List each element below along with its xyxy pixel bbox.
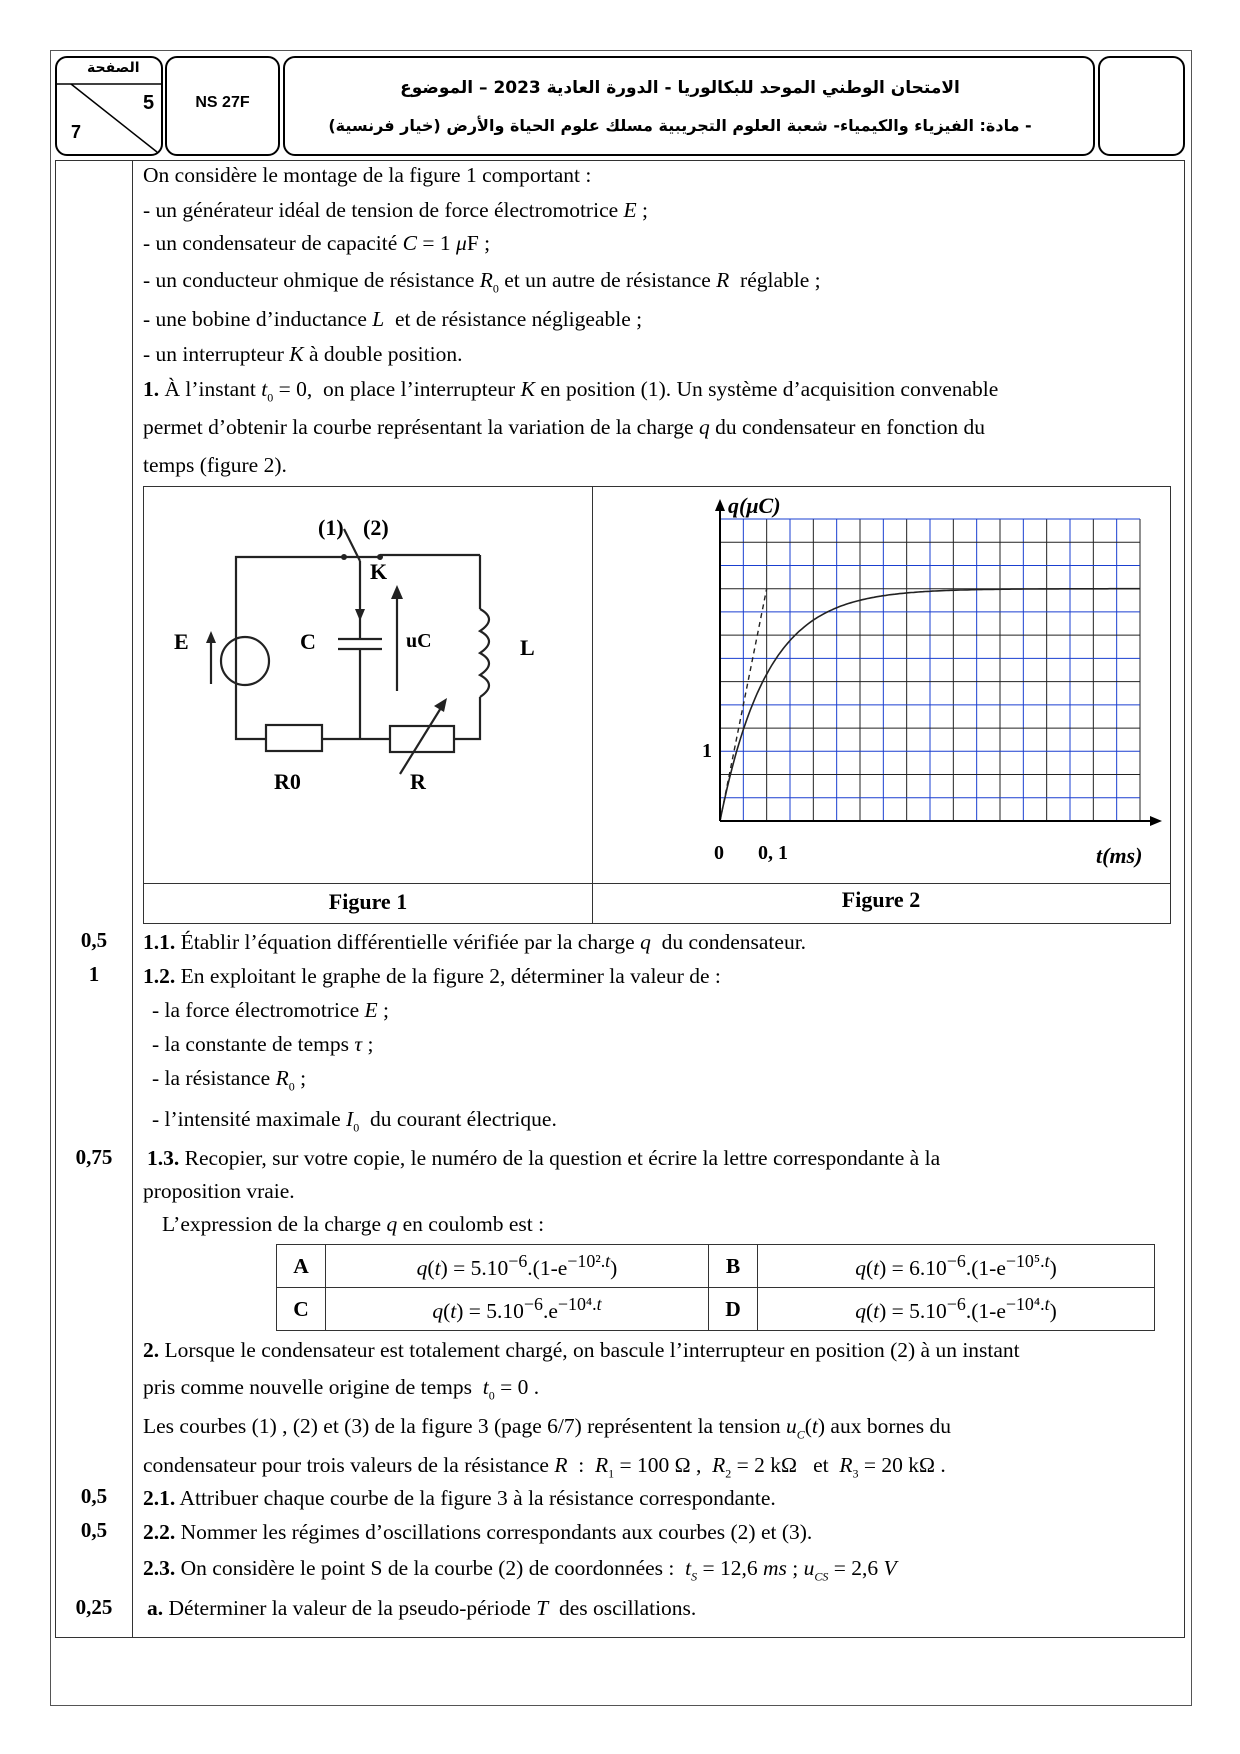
question-2-line-4: condensateur pour trois valeurs de la résistance R : $R_1 = 100$ Ω , $R_2 = 2$ kΩ et $R_3 = 20$ kΩ . <box>143 1453 946 1481</box>
option-c-letter: C <box>277 1288 326 1331</box>
figure-2-chart <box>596 489 1168 881</box>
question-1-line-2: permet d’obtenir la courbe représentant la variation de la charge q du condensateur en fonction du <box>143 415 985 439</box>
label-pos2: (2) <box>363 515 389 540</box>
intro-line-1: - un générateur idéal de tension de force électromotrice E ; <box>143 198 649 222</box>
mark-2-1: 0,5 <box>80 1484 108 1508</box>
question-1-line-3: temps (figure 2). <box>143 453 287 477</box>
option-a-formula: $q(t) = 5.10^{-6}.(1-e^{-10^2.t})$ <box>326 1245 709 1288</box>
question-2-3-a: a. Déterminer la valeur de la pseudo-période T des oscillations. <box>147 1596 697 1620</box>
label-R: R <box>410 769 426 794</box>
label-uC: uC <box>406 630 432 652</box>
mark-2-2: 0,5 <box>80 1518 108 1542</box>
label-pos1: (1) <box>318 515 344 540</box>
y-tick-label-0: 1 <box>702 740 712 762</box>
question-2-1: 2.1. Attribuer chaque courbe de la figure 3 à la résistance correspondante. <box>143 1486 776 1510</box>
option-b-letter: B <box>709 1245 758 1288</box>
question-2-2: 2.2. Nommer les régimes d’oscillations correspondants aux courbes (2) et (3). <box>143 1520 813 1544</box>
option-a-letter: A <box>277 1245 326 1288</box>
intro-line-3: - un conducteur ohmique de résistance $R_0$ et un autre de résistance R réglable ; <box>143 268 821 296</box>
exam-title-box <box>283 56 1095 156</box>
exam-title-line2: - مادة: الفيزياء والكيمياء- شعبة العلوم التجريبية مسلك علوم الحياة والأرض (خيار فرنسية) <box>328 116 1032 135</box>
label-K: K <box>370 559 388 584</box>
x-tick-label-1: 0, 1 <box>758 842 788 864</box>
question-2-3: 2.3. On considère le point S de la courbe (2) de coordonnées : $t_S = 12,6$ ms ; $u_{CS} = 2,6$ V <box>143 1556 897 1584</box>
option-c-formula: $q(t) = 5.10^{-6}.e^{-10^4.t}$ <box>326 1288 709 1331</box>
x-tick-label-0: 0 <box>714 842 724 864</box>
option-b-formula: $q(t) = 6.10^{-6}.(1-e^{-10^5.t})$ <box>758 1245 1155 1288</box>
figure-1-circuit <box>148 489 588 881</box>
question-1-3-line-3: L’expression de la charge q en coulomb est : <box>162 1212 545 1236</box>
intro-line-2: - un condensateur de capacité C = 1 μF ; <box>143 231 491 255</box>
label-C: C <box>300 629 316 654</box>
label-E: E <box>174 629 189 654</box>
page-label: الصفحة <box>87 60 140 76</box>
y-axis-arrow <box>715 499 725 511</box>
y-axis-label: q(μC) <box>728 493 781 518</box>
mark-1-1: 0,5 <box>80 928 108 952</box>
mark-1-2: 1 <box>88 962 100 986</box>
label-R0: R0 <box>274 769 301 794</box>
intro-line-4: - une bobine d’inductance L et de résistance négligeable ; <box>143 307 643 331</box>
question-2-line-3: Les courbes (1) , (2) et (3) de la figure 3 (page 6/7) représentent la tension $u_C(t)$ aux bornes du <box>143 1414 952 1442</box>
exam-code: NS 27F <box>195 94 250 111</box>
question-1-line-1: 1. À l’instant $t_0 = 0$, on place l’interrupteur K en position (1). Un système d’acquisition convenable <box>143 377 999 405</box>
exam-title-line1: الامتحان الوطني الموحد للبكالوريا - الدورة العادية 2023 – الموضوع <box>400 78 960 98</box>
question-1-2-item-4: - l’intensité maximale $I_0$ du courant électrique. <box>152 1107 557 1135</box>
switch-contact-1 <box>341 554 347 560</box>
x-axis-arrow <box>1150 816 1162 826</box>
exam-code-box <box>165 56 280 156</box>
label-L: L <box>520 635 535 660</box>
figures-table <box>143 486 1171 924</box>
question-1-2-item-3: - la résistance $R_0$ ; <box>152 1066 307 1094</box>
option-d-formula: $q(t) = 5.10^{-6}.(1-e^{-10^4.t})$ <box>758 1288 1155 1331</box>
mark-2-3a: 0,25 <box>75 1595 113 1619</box>
figure-divider <box>592 487 593 923</box>
mark-1-3: 0,75 <box>75 1145 113 1169</box>
caption-divider <box>144 883 1170 884</box>
question-1-2-item-2: - la constante de temps τ ; <box>152 1032 374 1056</box>
option-d-letter: D <box>709 1288 758 1331</box>
page-number: 5 <box>143 92 155 114</box>
marks-column-divider <box>132 160 133 1638</box>
figure-1-caption: Figure 1 <box>328 889 408 914</box>
question-1-3-line-1: 1.3. Recopier, sur votre copie, le numéro de la question et écrire la lettre correspondante à la <box>147 1146 941 1170</box>
question-2-line-1: 2. Lorsque le condensateur est totalement chargé, on bascule l’interrupteur en position (2) à un instant <box>143 1338 1020 1362</box>
header-blank-box <box>1098 56 1185 156</box>
figure-2-caption: Figure 2 <box>841 887 921 912</box>
question-1-2: 1.2. En exploitant le graphe de la figure 2, déterminer la valeur de : <box>143 964 721 988</box>
question-2-line-2: pris comme nouvelle origine de temps $t_0 = 0$ . <box>143 1375 540 1403</box>
question-1-2-item-1: - la force électromotrice E ; <box>152 998 389 1022</box>
page-number-box <box>55 56 163 156</box>
answer-options-table <box>276 1244 1155 1331</box>
intro-line-0: On considère le montage de la figure 1 comportant : <box>143 163 592 187</box>
question-1-1: 1.1. Établir l’équation différentielle vérifiée par la charge q du condensateur. <box>143 930 807 954</box>
question-1-3-line-2: proposition vraie. <box>143 1179 295 1203</box>
page-total: 7 <box>71 122 82 142</box>
intro-line-5: - un interrupteur K à double position. <box>143 342 463 366</box>
x-axis-label: t(ms) <box>1096 843 1143 868</box>
